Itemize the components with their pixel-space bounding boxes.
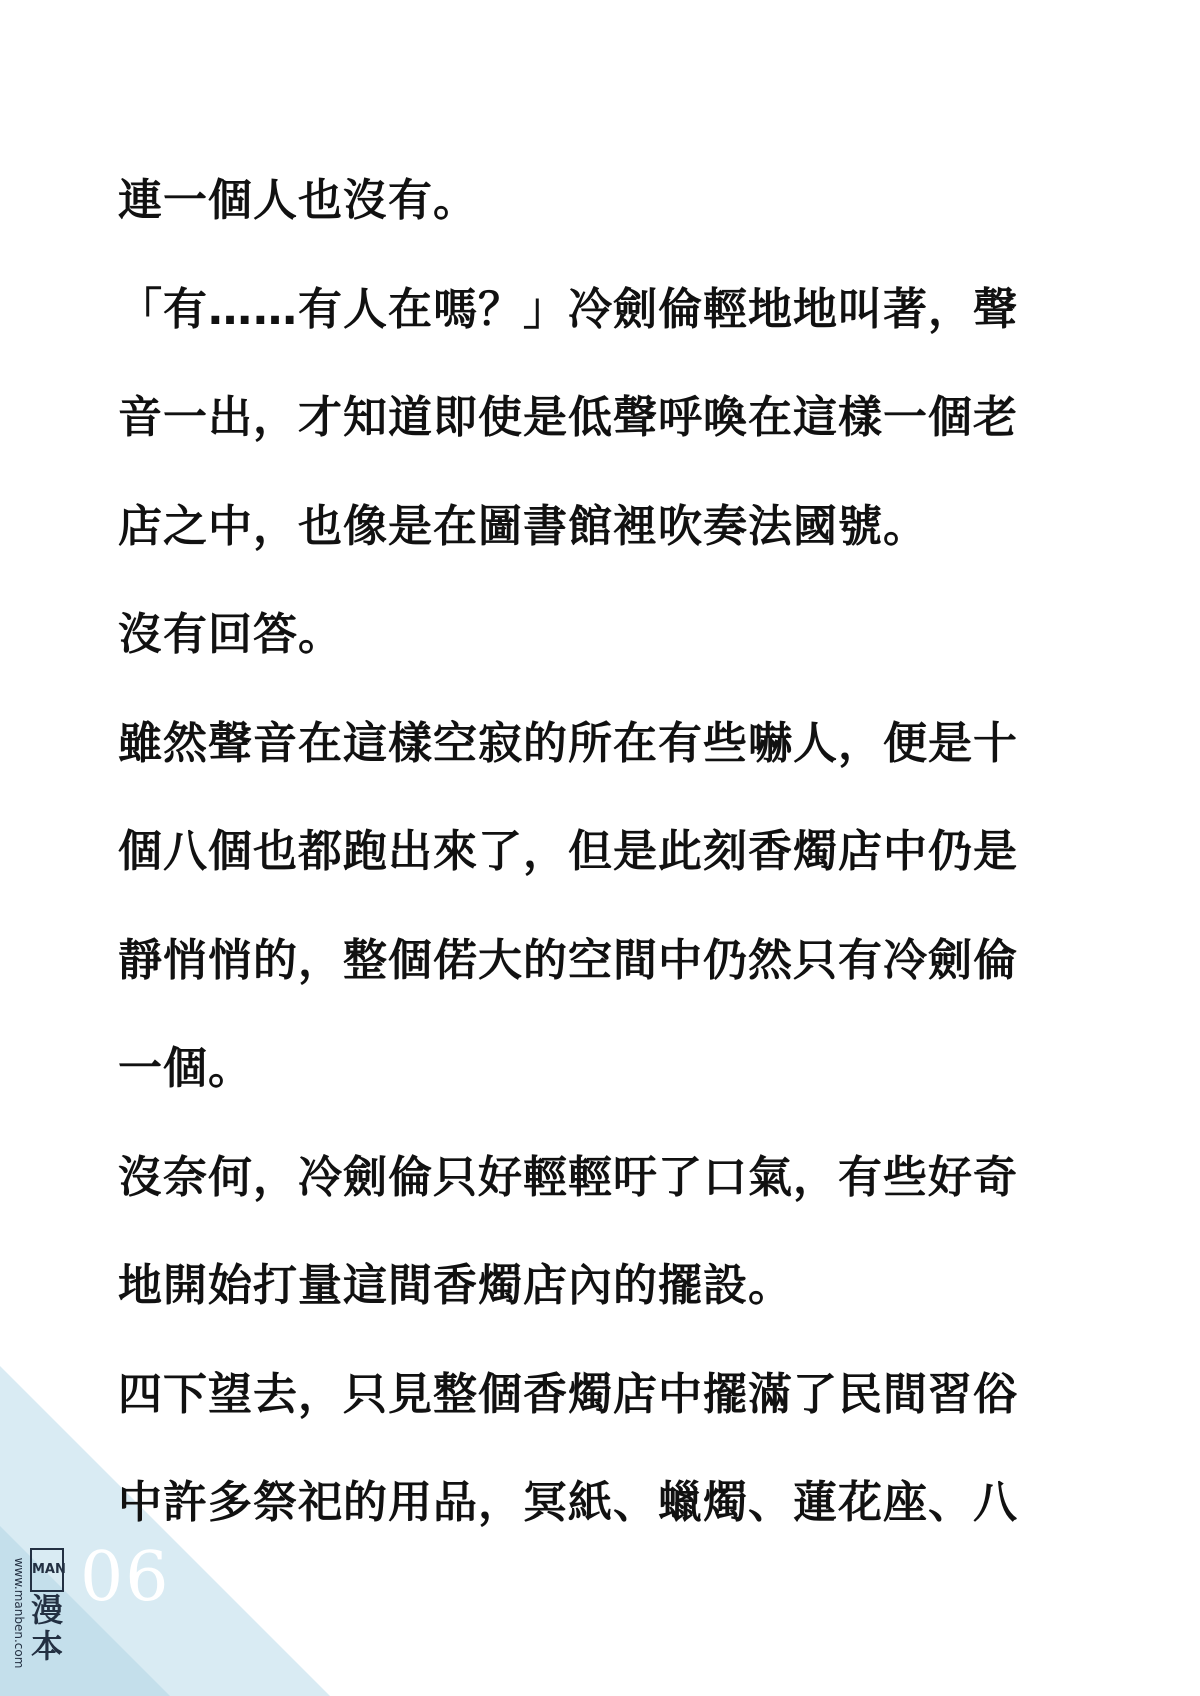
text-line: 連一個人也沒有。 — [118, 175, 478, 226]
watermark-url: www.manben.com — [12, 1557, 26, 1669]
text-line: 「有……有人在嗎？」冷劍倫輕地地叫著，聲 — [118, 283, 1018, 335]
text-line: 沒有回答。 — [118, 609, 343, 660]
text-line: 店之中，也像是在圖書館裡吹奏法國號。 — [118, 500, 928, 552]
body-text — [118, 166, 1093, 1577]
watermark-logo-char: MAN — [30, 1548, 64, 1592]
text-line: 沒奈何，冷劍倫只好輕輕吁了口氣，有些好奇 — [118, 1151, 1018, 1203]
text-line: 地開始打量這間香燭店內的擺設。 — [118, 1260, 793, 1311]
text-line: 一個。 — [118, 1043, 253, 1094]
watermark-logo-char: 漫 — [30, 1591, 63, 1629]
text-line: 中許多祭祀的用品，冥紙、蠟燭、蓮花座、八 — [118, 1477, 1018, 1528]
watermark-logo — [30, 1548, 64, 1664]
watermark-logo-char: 本 — [30, 1627, 63, 1665]
text-line: 靜悄悄的，整個偌大的空間中仍然只有冷劍倫 — [118, 934, 1018, 986]
page-number: 06 — [80, 1538, 171, 1617]
text-line: 音一出，才知道即使是低聲呼喚在這樣一個老 — [118, 392, 1018, 443]
text-line: 四下望去，只見整個香燭店中擺滿了民間習俗 — [118, 1368, 1018, 1420]
text-line: 個八個也都跑出來了，但是此刻香燭店中仍是 — [118, 826, 1018, 877]
text-line: 雖然聲音在這樣空寂的所在有些嚇人，便是十 — [118, 717, 1018, 769]
